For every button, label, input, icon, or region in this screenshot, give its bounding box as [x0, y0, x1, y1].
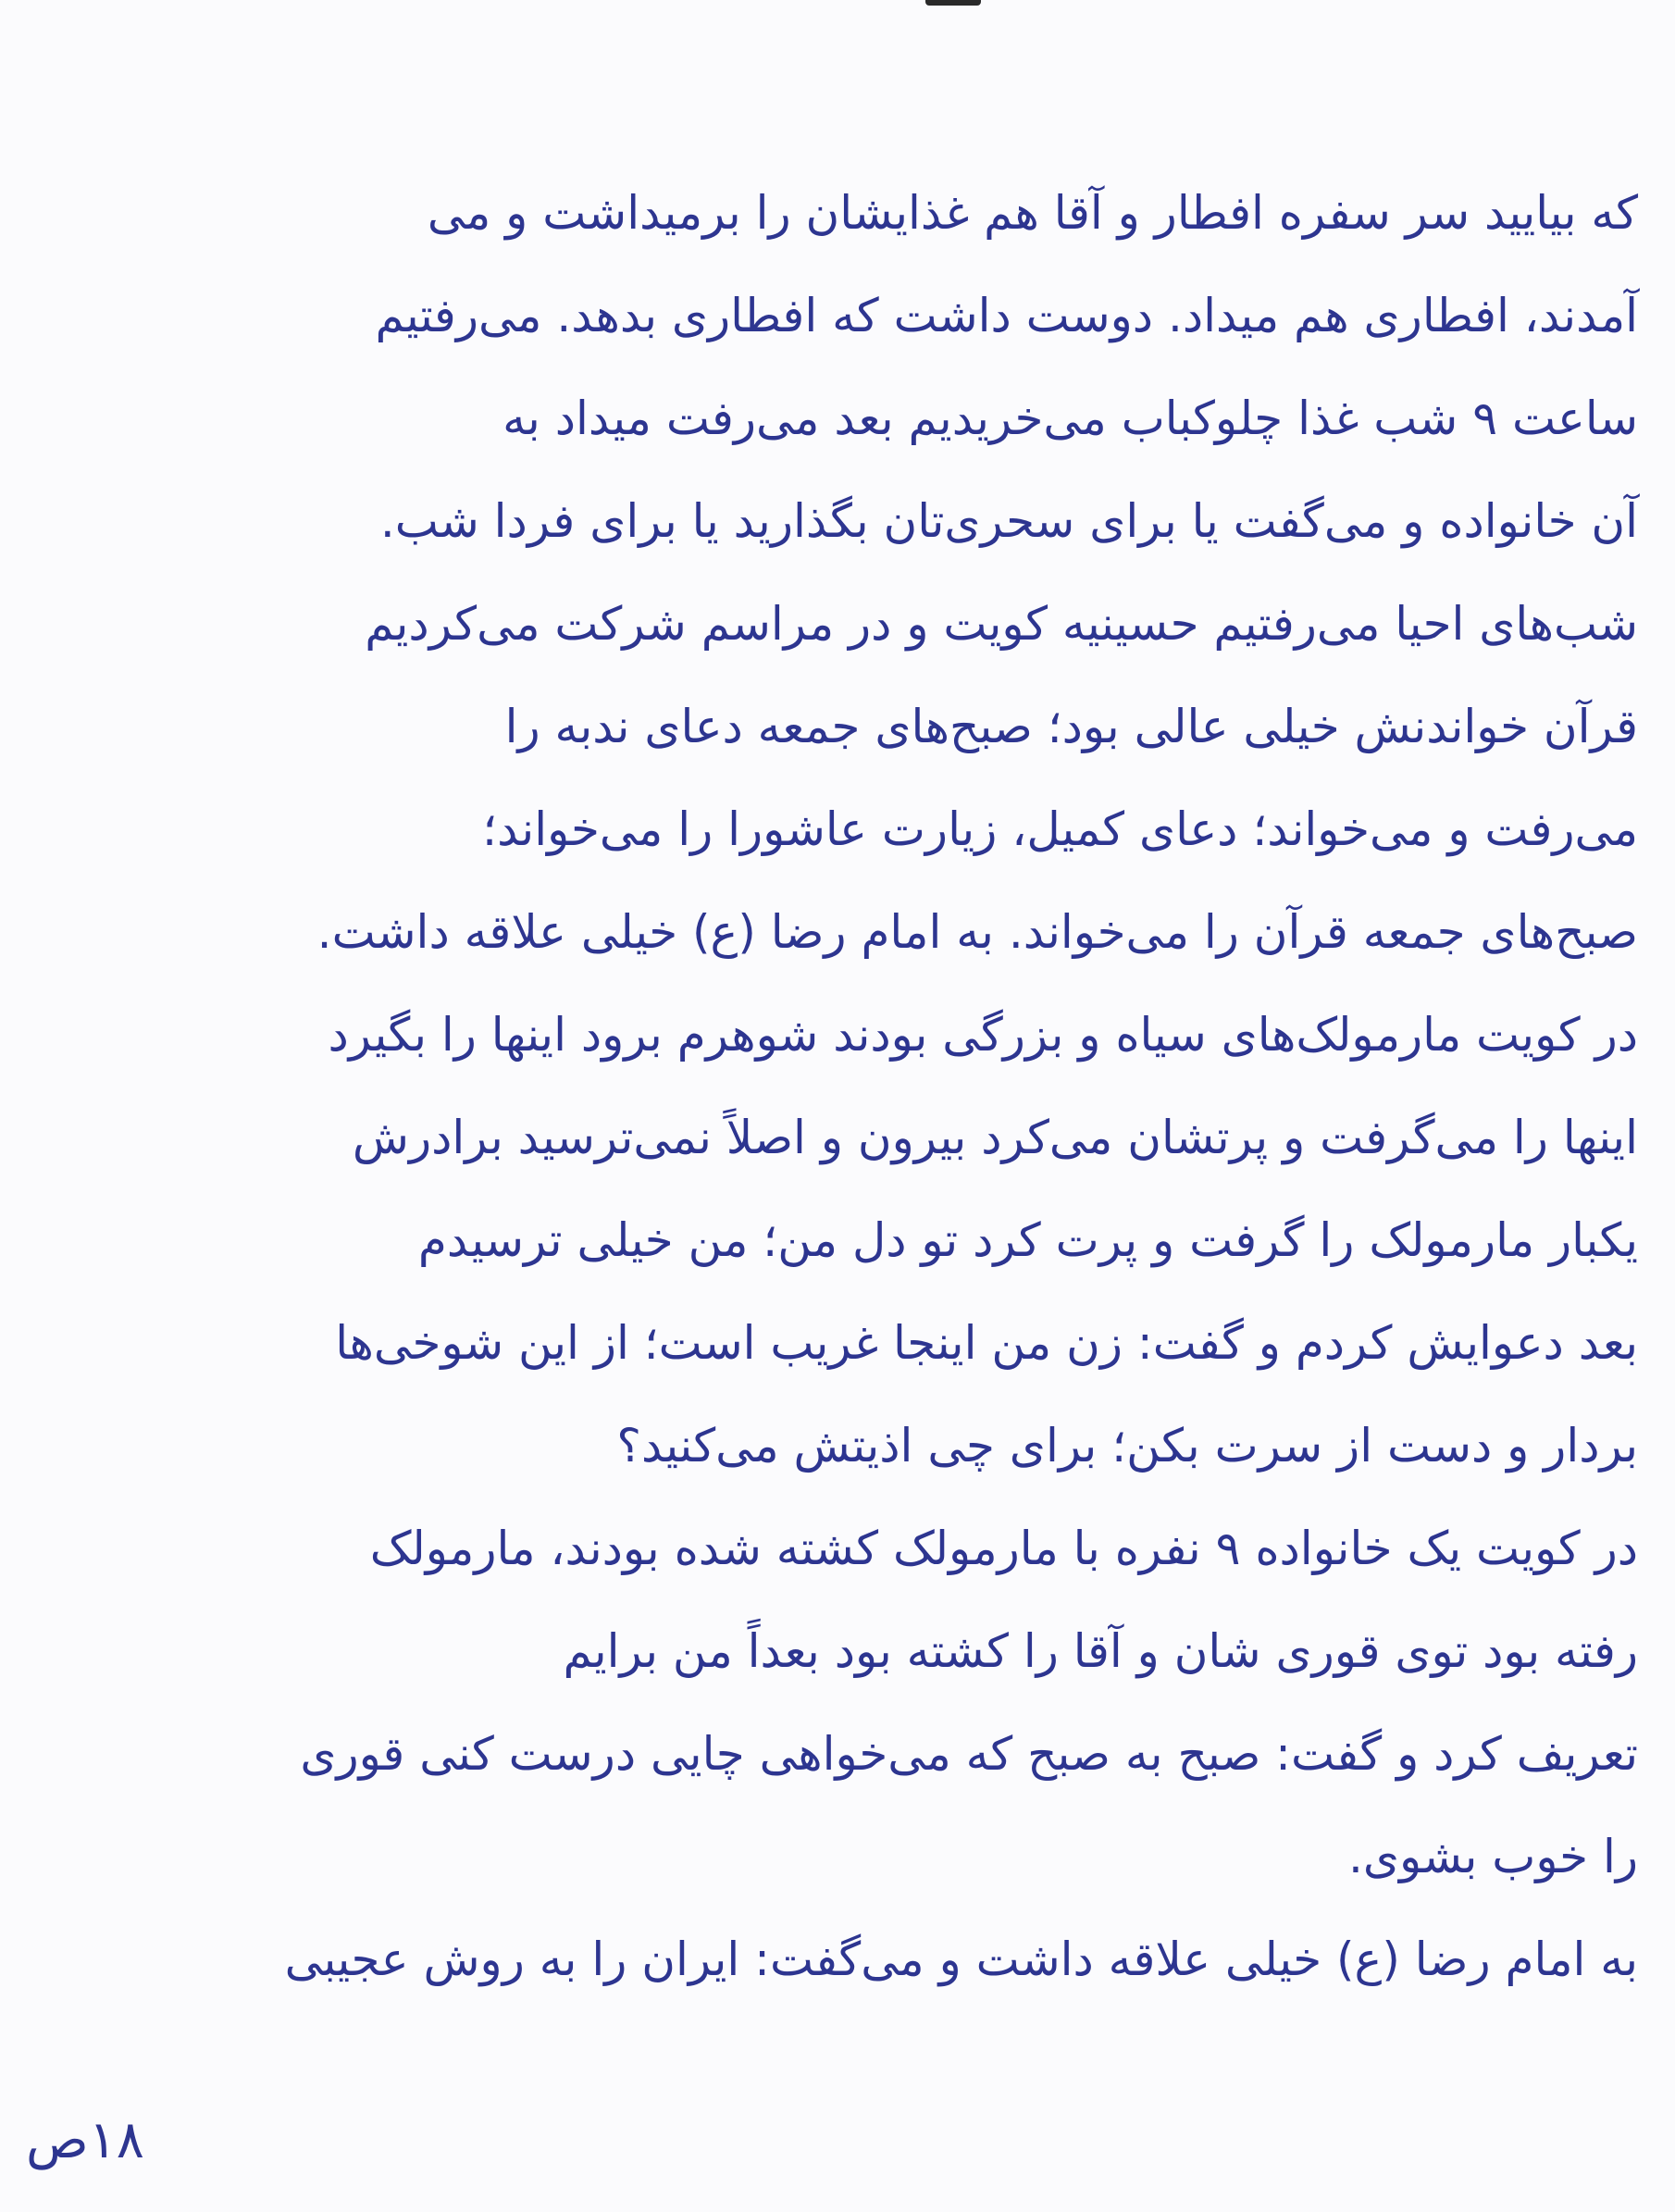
- text-line: را خوب بشوی.: [1347, 1830, 1638, 1883]
- top-edge-mark: [925, 0, 981, 6]
- text-line: قرآن خواندنش خیلی عالی بود؛ صبح‌های جمعه دعای ندبه را: [504, 700, 1638, 753]
- text-line: تعریف کرد و گفت: صبح به صبح که می‌خواهی چایی درست کنی قوری: [300, 1727, 1638, 1781]
- text-line: آن خانواده و می‌گفت یا برای سحری‌تان بگذارید یا برای فردا شب.: [379, 494, 1638, 548]
- text-line: صبح‌های جمعه قرآن را می‌خواند. به امام رضا (ع) خیلی علاقه داشت.: [316, 905, 1638, 959]
- text-line: به امام رضا (ع) خیلی علاقه داشت و می‌گفت: ایران را به روش عجیبی: [284, 1932, 1638, 1986]
- text-line: اینها را می‌گرفت و پرتشان می‌کرد بیرون و اصلاً نمی‌ترسید برادرش: [352, 1111, 1638, 1164]
- handwritten-text-block: [37, 162, 1638, 2011]
- text-line: در کویت یک خانواده ۹ نفره با مارمولک کشته شده بودند، مارمولک: [369, 1522, 1638, 1575]
- text-line: رفته بود توی قوری شان و آقا را کشته بود بعداً من برایم: [563, 1624, 1638, 1678]
- text-line: که بیایید سر سفره افطار و آقا هم غذایشان را برمیداشت و می‌: [427, 186, 1638, 240]
- text-line: ساعت ۹ شب غذا چلوکباب می‌خریدیم بعد می‌رفت میداد به: [502, 391, 1638, 445]
- text-line: بعد دعوایش کردم و گفت: زن من اینجا غریب است؛ از این شوخی‌ها: [335, 1316, 1638, 1370]
- text-line: می‌رفت و می‌خواند؛ دعای کمیل، زیارت عاشورا را می‌خواند؛: [482, 802, 1638, 856]
- page-number: ۱۸ص: [26, 2110, 144, 2170]
- text-line: شب‌های احیا می‌رفتیم حسینیه کویت و در مراسم شرکت می‌کردیم: [365, 597, 1638, 651]
- text-line: یکبار مارمولک را گرفت و پرت کرد تو دل من؛ من خیلی ترسیدم: [417, 1213, 1638, 1267]
- text-line: بردار و دست از سرت بکن؛ برای چی اذیتش می‌کنید؟: [616, 1419, 1638, 1473]
- text-line: در کویت مارمولک‌های سیاه و بزرگی بودند شوهرم برود اینها را بگیرد: [328, 1008, 1638, 1062]
- text-line: آمدند، افطاری هم میداد. دوست داشت که افطاری بدهد. می‌رفتیم: [375, 289, 1638, 342]
